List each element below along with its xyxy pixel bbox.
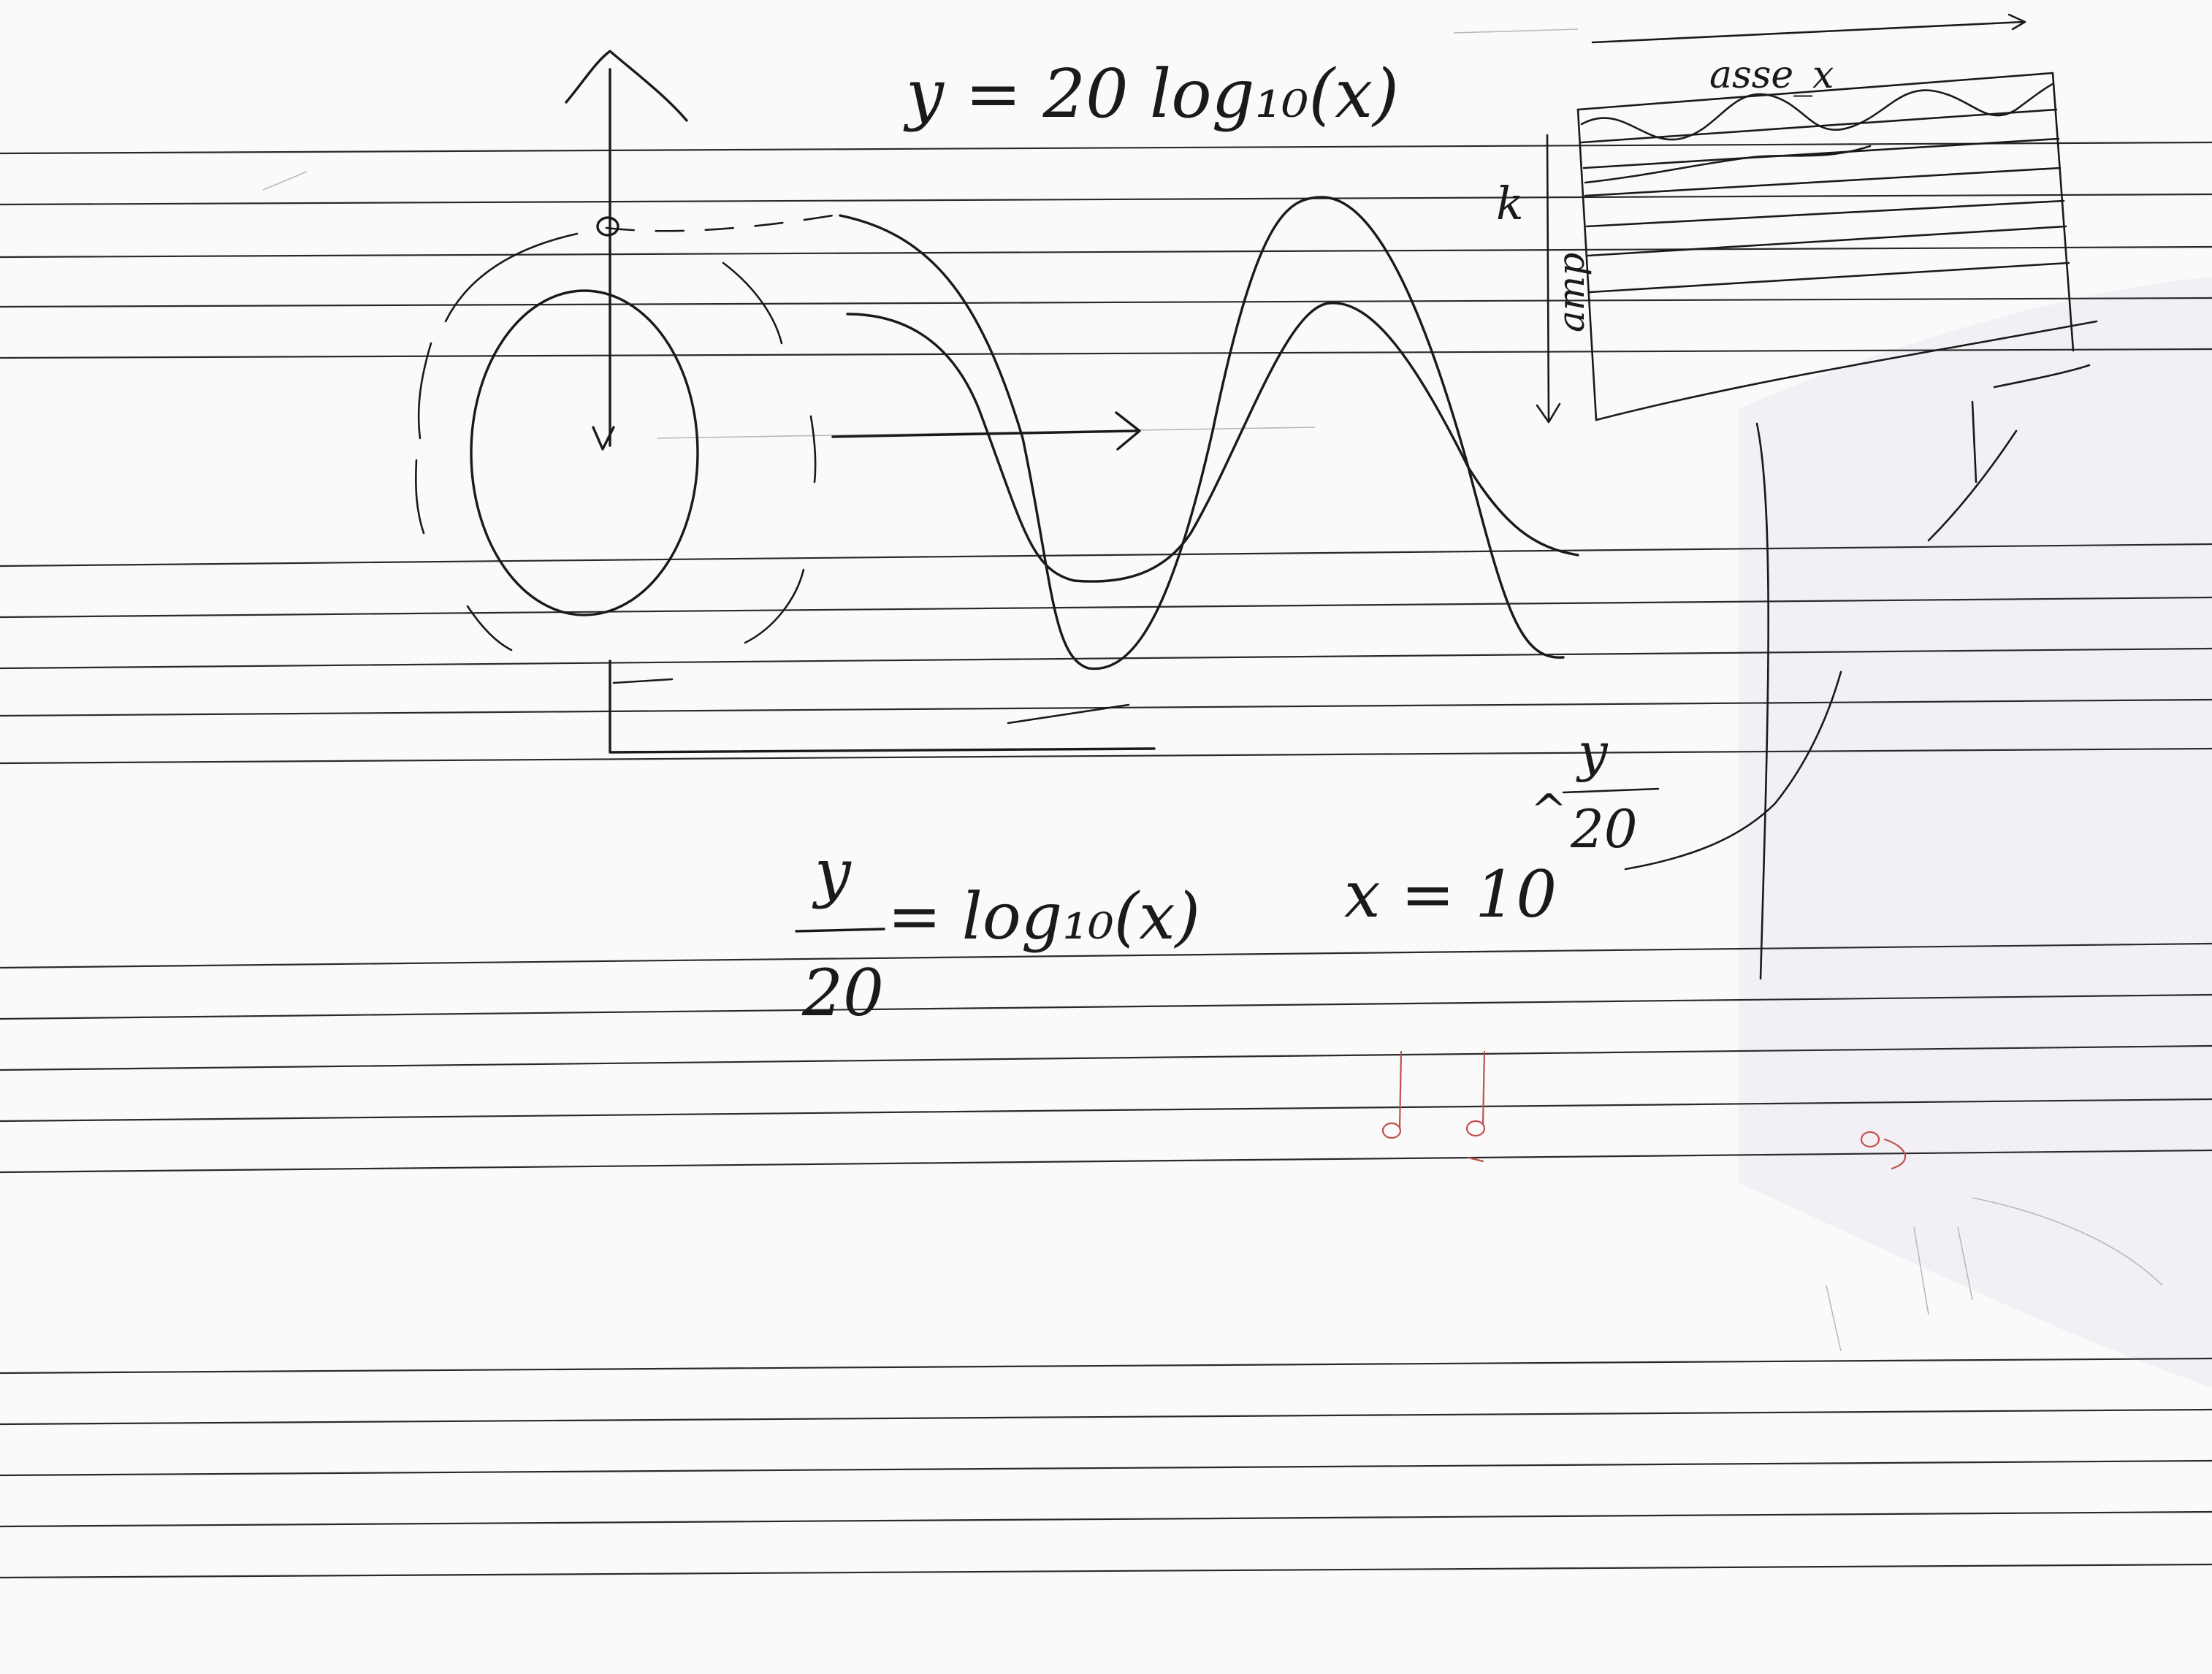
- equation-inverse-caret: ^: [1530, 785, 1568, 836]
- equation-fraction-den: 20: [802, 955, 884, 1031]
- equation-fraction-num: y: [815, 835, 851, 910]
- equation-inverse-exp-den: 20: [1571, 798, 1638, 860]
- equation-log: = log₁₀(x): [888, 879, 1201, 954]
- label-k: k: [1496, 177, 1524, 230]
- label-amp: amp: [1550, 252, 1593, 332]
- equation-inverse-exp-num: y: [1578, 722, 1608, 783]
- label-asse-x: asse_x: [1709, 53, 1834, 97]
- equation-top: y = 20 log₁₀(x): [906, 55, 1399, 133]
- equation-inverse-base: x = 10: [1344, 857, 1557, 932]
